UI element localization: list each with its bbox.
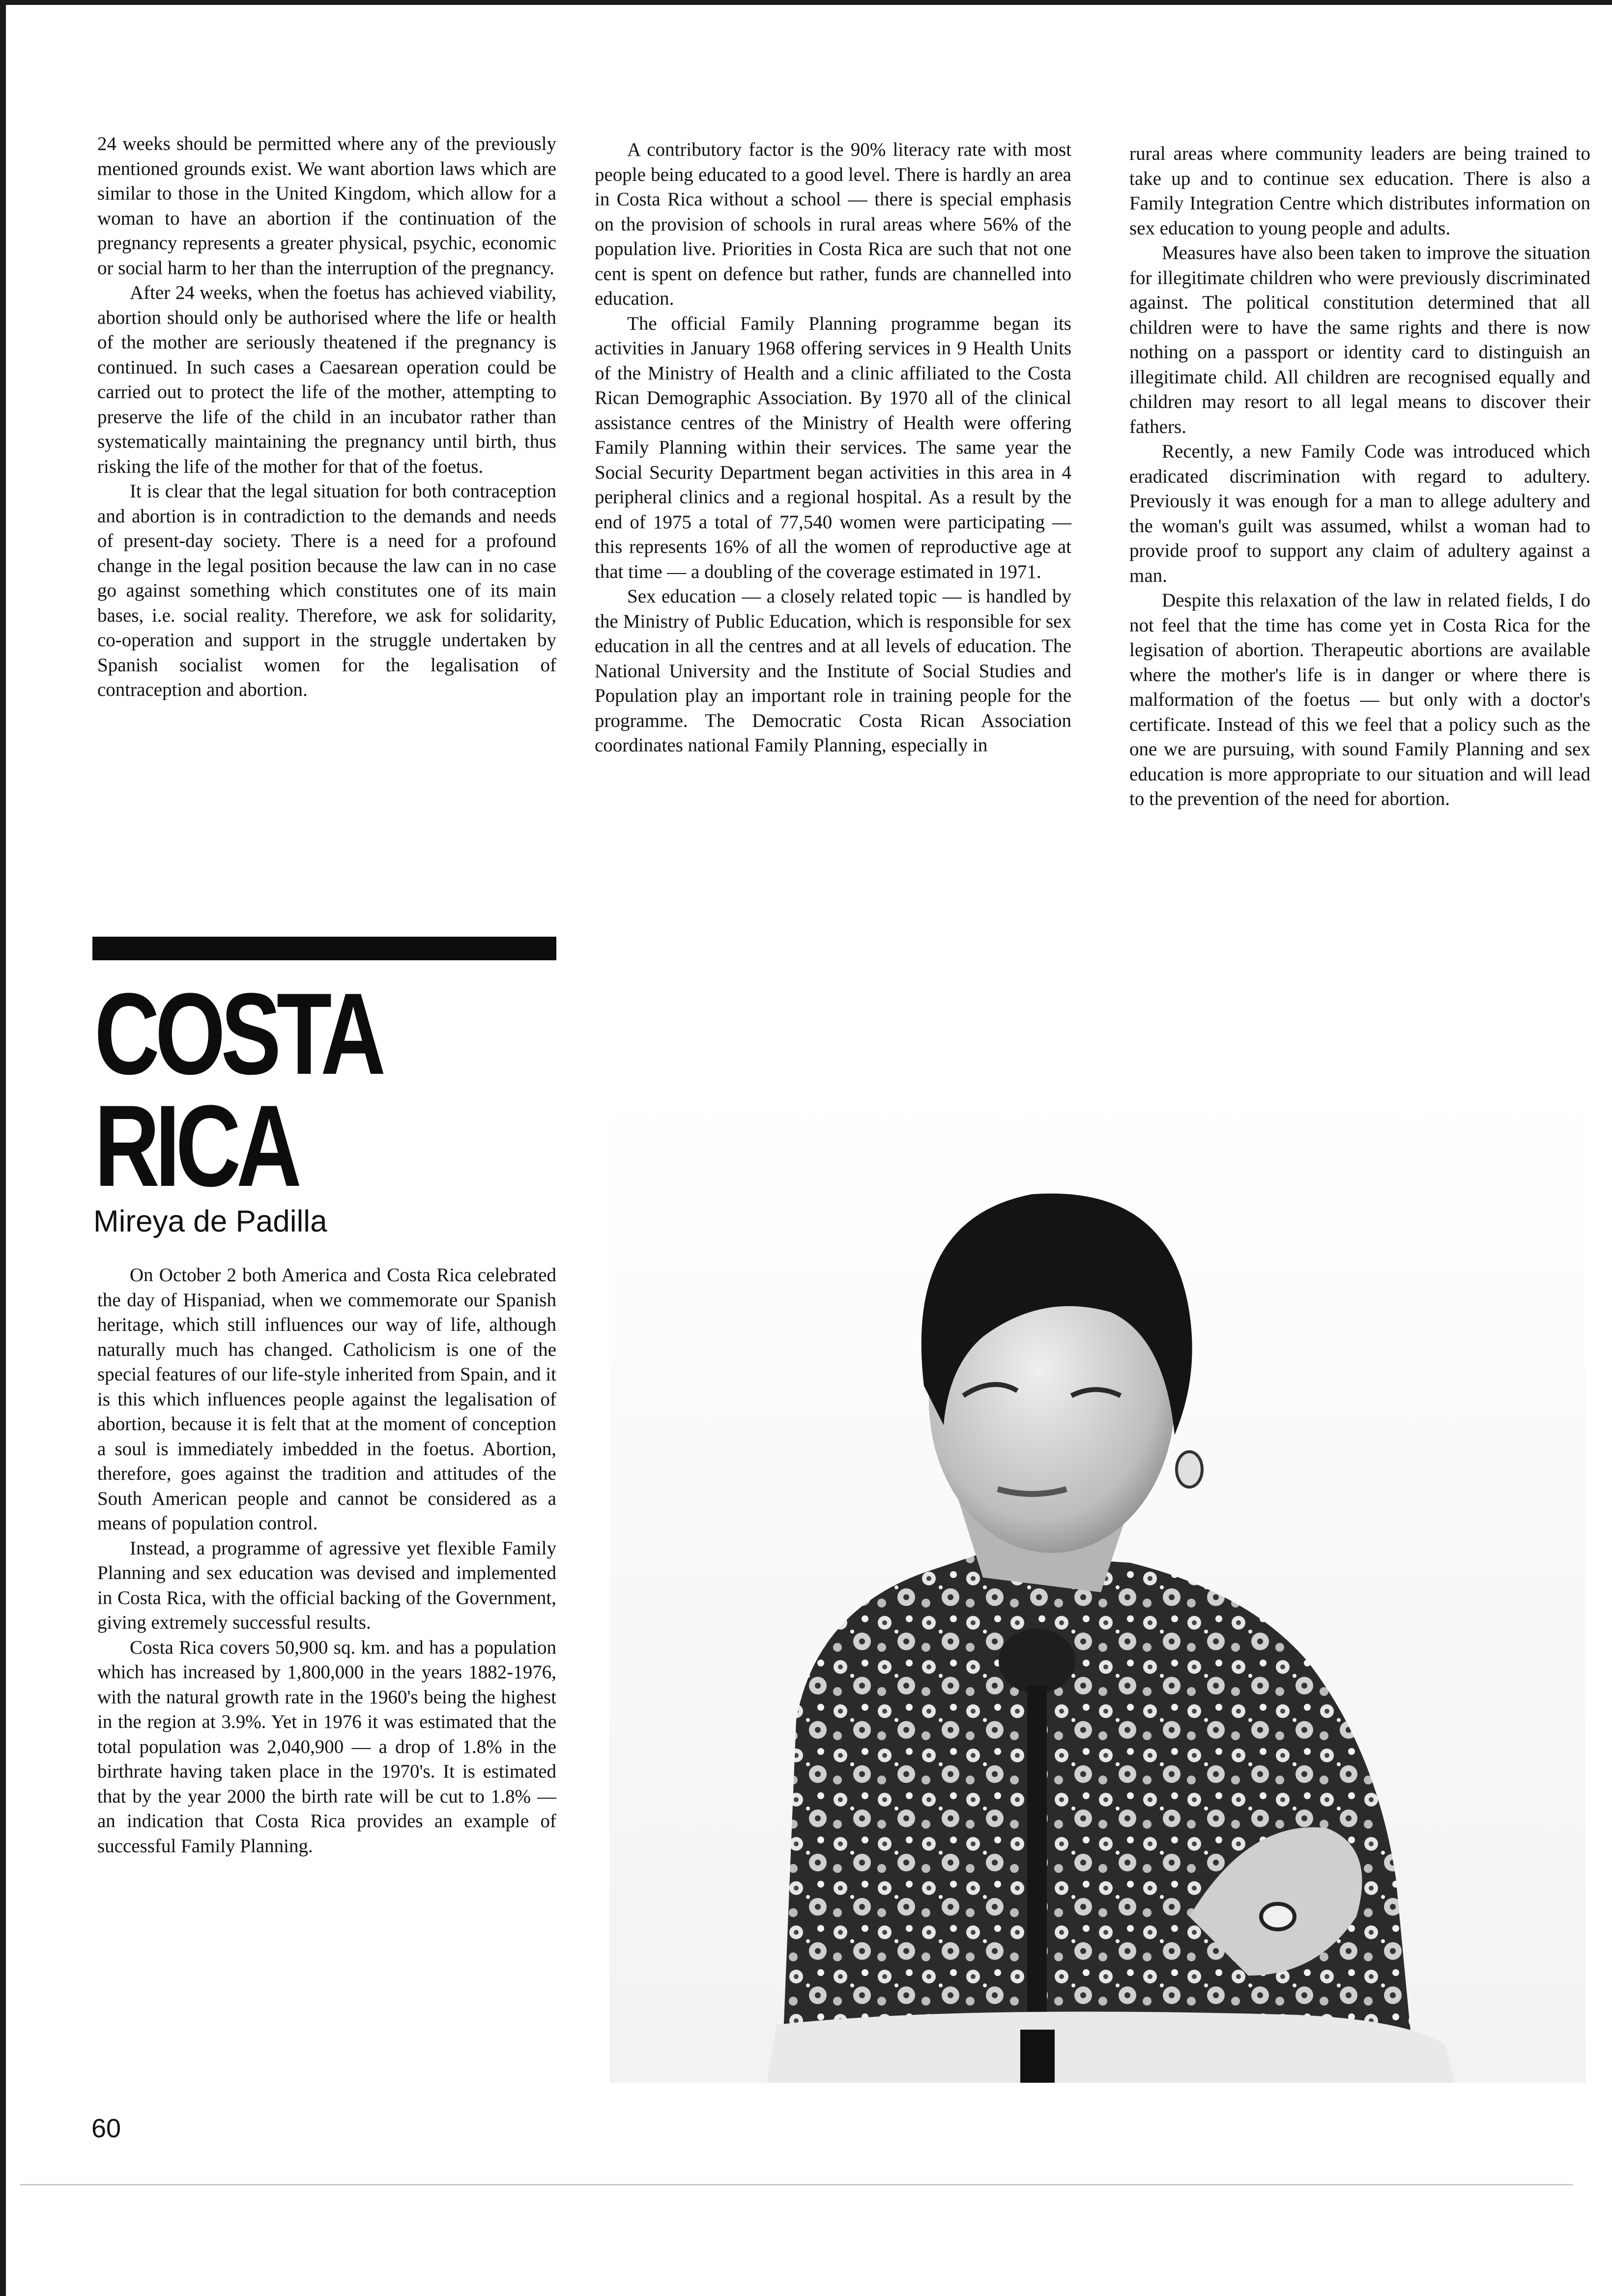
scan-border-left [0, 0, 6, 2296]
article-column-3 [1129, 142, 1590, 812]
earring [1177, 1452, 1202, 1487]
paragraph: rural areas where community leaders are being trained to take up and to continue sex education. There is also a Family Integration Centre which distributes information on sex education to young people and adults. [1129, 143, 1590, 239]
section-title-rule [92, 937, 556, 960]
paragraph: 24 weeks should be permitted where any of the previously mentioned grounds exist. We want abortion laws which are similar to those in the United Kingdom, which allow for a woman to have an abortion if the continuation of the pregnancy represents a greater physical, psychic, economic or social harm to her than the interruption of the pregnancy. [97, 133, 556, 279]
microphone-stand [1027, 1686, 1047, 2039]
paragraph: The official Family Planning programme began its activities in January 1968 offering services in 9 Health Units of the Ministry of Health and a clinic affiliated to the Costa Rican Demographic Association. By 1970 all of the clinical assistance centres of the Ministry of Health were offering Family Planning within their services. The same year the Social Security Department began activities in this area in 4 peripheral clinics and a regional hospital. As a result by the end of 1975 a total of 77,540 women were participating — this represents 16% of all the women of reproductive age at that time — a doubling of the coverage estimated in 1971. [595, 313, 1071, 582]
article-column-2 [595, 138, 1071, 758]
table-edge [767, 2011, 1455, 2083]
headline-line-1: COSTA [94, 969, 381, 1099]
scan-border-top [0, 0, 1612, 5]
author-byline: Mireya de Padilla [93, 1205, 327, 1238]
paragraph: A contributory factor is the 90% literacy rate with most people being educated to a good level. There is hardly an area in Costa Rica without a school — there is special emphasis on the provision of schools in rural areas where 56% of the population live. Priorities in Costa Rica are such that not one cent is spent on defence but rather, funds are channelled into education. [595, 139, 1071, 309]
paragraph: Sex education — a closely related topic — is handled by the Ministry of Public Education, which is responsible for sex education in all the centres and at all levels of education. The National University and the Institute of Social Studies and Population play an important role in training people for the programme. The Democratic Costa Rican Association coordinates national Family Planning, especially in [595, 586, 1071, 756]
paragraph: Costa Rica covers 50,900 sq. km. and has a population which has increased by 1,800,000 in the years 1882-1976, with the natural growth rate in the 1960's being the highest in the region at 3.9%. Yet in 1976 it was estimated that the total population was 2,040,900 — a drop of 1.8% in the birthrate having taken place in the 1970's. It is estimated that by the year 2000 the birth rate will be cut to 1.8% — an indication that Costa Rica provides an example of successful Family Planning. [97, 1636, 556, 1857]
scan-border-bottom [20, 2184, 1573, 2185]
paragraph: Recently, a new Family Code was introduced which eradicated discrimination with regard to adultery. Previously it was enough for a man to allege adultery and the woman's guilt was assumed, whilst a woman had to provide proof to support any claim of adultery against a man. [1129, 441, 1590, 586]
paragraph: On October 2 both America and Costa Rica celebrated the day of Hispaniad, when we commemorate our Spanish heritage, which still influences our way of life, although naturally much has changed. Catholicism is one of the special features of our life-style inherited from Spain, and it is this which influences people against the legalisation of abortion, because it is felt that at the moment of conception a soul is immediately imbedded in the foetus. Abortion, therefore, goes against the tradition and attitudes of the South American people and cannot be considered as a means of population control. [97, 1264, 556, 1534]
page-number: 60 [91, 2114, 121, 2143]
paragraph: After 24 weeks, when the foetus has achieved viability, abortion should only be authorised where the life or health of the mother are seriously theatened if the pregnancy is continued. In such cases a Caesarean operation could be carried out to protect the life of the mother, attempting to preserve the life of the child in an incubator rather than systematically maintaining the pregnancy until birth, thus risking the life of the mother for that of the foetus. [97, 282, 556, 477]
section-headline [94, 969, 439, 1211]
ring [1261, 1904, 1295, 1929]
microphone-base [1020, 2030, 1055, 2083]
article-column-1-bottom [97, 1263, 556, 1859]
paragraph: Measures have also been taken to improve the situation for illegitimate children who were previously discriminated against. The political constitution determined that all children were to have the same rights and there is now nothing on a passport or identity card to distinguish an illegitimate child. All children are recognised equally and children may resort to all legal means to discover their fathers. [1129, 242, 1590, 437]
paragraph: Despite this relaxation of the law in related fields, I do not feel that the time has come yet in Costa Rica for the legisation of abortion. Therapeutic abortions are available where the mother's life is in danger or where there is malformation of the foetus — but only with a doctor's certificate. Instead of this we feel that a policy such as the one we are pursuing, with sound Family Planning and sex education is more appropriate to our situation and will lead to the prevention of the need for abortion. [1129, 590, 1590, 809]
paragraph: Instead, a programme of agressive yet flexible Family Planning and sex education was devised and implemented in Costa Rica, with the official backing of the Government, giving extremely successful results. [97, 1537, 556, 1633]
article-column-1-top [97, 132, 556, 703]
headline-line-2: RICA [94, 1081, 297, 1211]
microphone-head [999, 1629, 1075, 1693]
paragraph: It is clear that the legal situation for both contraception and abortion is in contradiction to the demands and needs of present-day society. There is a need for a profound change in the legal position because the law can in no case go against something which constitutes one of its main bases, i.e. social reality. Therefore, we ask for solidarity, co-operation and support in the struggle undertaken by Spanish socialist women for the legalisation of contraception and abortion. [97, 481, 556, 700]
speaker-photo [609, 1081, 1585, 2083]
